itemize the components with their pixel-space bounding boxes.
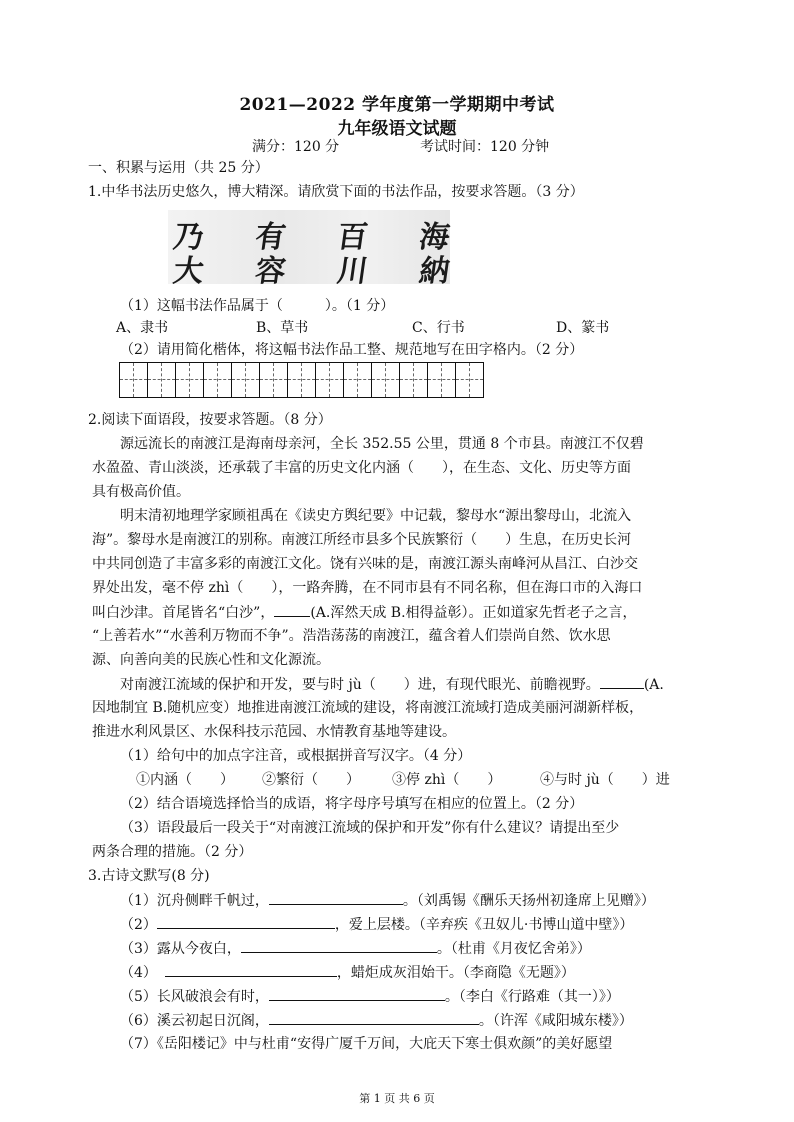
poem-blank[interactable] xyxy=(165,962,337,977)
q2-p2-line xyxy=(92,602,637,623)
q2-p1-line: 水盈盈、青山淡淡，还承载了丰富的历史文化内涵（ ），在生态、文化、历史等方面 xyxy=(92,460,631,476)
poem-source: 。（许浑《咸阳城东楼》） xyxy=(478,1013,633,1029)
grid-cell[interactable] xyxy=(203,362,232,398)
grid-cell[interactable] xyxy=(343,362,372,398)
q2-p2-line: 明末清初地理学家顾祖禹在《读史方舆纪要》中记载，黎母水“源出黎母山，北流入 xyxy=(120,508,632,524)
q2-p2-line: 海”。黎母水是南渡江的别称。南渡江所经市县多个民族繁衍（ ）生息，在历史长河 xyxy=(92,532,632,548)
q2-p2-text: 叫白沙津。首尾皆名“白沙”， xyxy=(92,605,275,621)
poem-blank[interactable] xyxy=(269,1010,479,1025)
exam-subtitle: 九年级语文试题 xyxy=(337,119,457,139)
q2-p2-line: 界处出发，毫不停 zhì（ ），一路奔腾，在不同市县有不同名称，但在海口市的入海口 xyxy=(92,580,643,596)
poem-source: ，蜡炬成灰泪始干。（李商隐《无题》） xyxy=(336,965,575,981)
calli-char: 納 xyxy=(417,254,452,289)
poem-text: （4） xyxy=(120,965,157,981)
q2-p3-line: 因地制宜 B.随机应变）地推进南渡江流域的建设，将南渡江流域打造成美丽河湖新样板， xyxy=(92,700,644,716)
calli-char: 容 xyxy=(253,254,288,289)
calli-char: 川 xyxy=(335,254,370,289)
pinyin-item: ④与时 jù（ ）进 xyxy=(540,772,670,788)
calli-char: 大 xyxy=(171,254,206,289)
pinyin-item: ②繁衍（ ） xyxy=(262,772,360,788)
option-c: C、行书 xyxy=(412,320,465,336)
q1-sub1: （1）这幅书法作品属于（ ）。（1 分） xyxy=(120,298,395,314)
poem-blank[interactable] xyxy=(241,938,437,953)
option-a: A、隶书 xyxy=(116,320,169,336)
grid-cell[interactable] xyxy=(371,362,400,398)
grid-cell[interactable] xyxy=(315,362,344,398)
grid-cell[interactable] xyxy=(399,362,428,398)
idiom-blank-2[interactable] xyxy=(600,674,644,689)
q2-p2-line: “上善若水”“水善利万物而不争”。浩浩荡荡的南渡江，蕴含着人们崇尚自然、饮水思 xyxy=(92,628,611,644)
poem-text: （1）沉舟侧畔千帆过， xyxy=(120,893,269,909)
poem-text: （6）溪云初起日沉阁， xyxy=(120,1013,269,1029)
grid-cell[interactable] xyxy=(287,362,316,398)
poem-line xyxy=(120,890,655,911)
calligraphy-image xyxy=(168,210,452,289)
grid-cell[interactable] xyxy=(119,362,148,398)
poem-source: 。（杜甫《月夜忆舍弟》） xyxy=(436,941,591,957)
q3-stem: 3.古诗文默写(8 分) xyxy=(88,868,210,884)
poem-source: ，爱上层楼。（辛弃疾《丑奴儿·书博山道中壁》） xyxy=(334,917,634,933)
q2-sub3: 两条合理的措施。（2 分） xyxy=(92,844,253,860)
grid-cell[interactable] xyxy=(147,362,176,398)
q1-sub2: （2）请用简化楷体，将这幅书法作品工整、规范地写在田字格内。（2 分） xyxy=(120,342,584,358)
q2-p1-line: 具有极高价值。 xyxy=(92,484,190,500)
poem-line xyxy=(120,914,633,935)
poem-text: （2） xyxy=(120,917,157,933)
q2-p3-line xyxy=(120,674,664,695)
poem-line xyxy=(120,962,575,983)
calli-char: 海 xyxy=(417,220,452,255)
option-b: B、草书 xyxy=(256,320,309,336)
page-footer: 第 1 页 共 6 页 xyxy=(359,1092,435,1105)
poem-line xyxy=(120,1010,633,1031)
q2-sub1: （1）给句中的加点字注音，或根据拼音写汉字。（4 分） xyxy=(120,748,472,764)
grid-cell[interactable] xyxy=(455,362,484,398)
poem-text: （3）露从今夜白， xyxy=(120,941,241,957)
grid-cell[interactable] xyxy=(259,362,288,398)
q2-p2-text: (A.浑然天成 B.相得益彰）。正如道家先哲老子之言， xyxy=(310,605,637,621)
idiom-blank-1[interactable] xyxy=(274,602,310,617)
poem-line xyxy=(120,986,620,1007)
q2-p1-line: 源远流长的南渡江是海南母亲河，全长 352.55 公里，贯通 8 个市县。南渡江不仅碧 xyxy=(120,436,644,452)
grid-cell[interactable] xyxy=(427,362,456,398)
tianzige-grid[interactable] xyxy=(120,362,484,398)
calli-char: 百 xyxy=(335,220,370,255)
pinyin-item: ①内涵（ ） xyxy=(136,772,234,788)
poem-blank[interactable] xyxy=(157,914,335,929)
q2-p3-text: (A. xyxy=(643,677,664,693)
grid-cell[interactable] xyxy=(231,362,260,398)
calli-char: 有 xyxy=(253,220,288,255)
q1-stem: 1.中华书法历史悠久，博大精深。请欣赏下面的书法作品，按要求答题。（3 分） xyxy=(88,184,584,200)
q2-stem: 2.阅读下面语段，按要求答题。（8 分） xyxy=(88,412,332,428)
q2-p3-line: 推进水利风景区、水保科技示范园、水情教育基地等建设。 xyxy=(92,724,456,740)
exam-time: 考试时间：120 分钟 xyxy=(420,139,550,155)
poem-blank[interactable] xyxy=(269,986,445,1001)
poem-text: （5）长风破浪会有时， xyxy=(120,989,269,1005)
poem-source: 。（刘禹锡《酬乐天扬州初逢席上见赠》） xyxy=(402,893,655,909)
full-marks: 满分：120 分 xyxy=(252,139,340,155)
option-d: D、篆书 xyxy=(556,320,610,336)
q2-sub3: （3）语段最后一段关于“对南渡江流域的保护和开发”你有什么建议？请提出至少 xyxy=(120,820,620,836)
poem-line xyxy=(120,938,591,959)
exam-title: 2021—2022 学年度第一学期期中考试 xyxy=(239,95,555,115)
q2-p2-line: 源、向善向美的民族心性和文化源流。 xyxy=(92,652,330,668)
grid-cell[interactable] xyxy=(175,362,204,398)
poem-blank[interactable] xyxy=(269,890,403,905)
q2-p2-line: 中共同创造了丰富多彩的南渡江文化。饶有兴味的是，南渡江源头南峰河从昌江、白沙交 xyxy=(92,556,638,572)
section-heading: 一、积累与运用（共 25 分） xyxy=(88,160,269,176)
poem-source: 。（李白《行路难（其一）》） xyxy=(444,989,620,1005)
poem-line: （7）《岳阳楼记》中与杜甫“安得广厦千万间，大庇天下寒士俱欢颜”的美好愿望 xyxy=(120,1036,613,1052)
q2-sub2: （2）结合语境选择恰当的成语，将字母序号填写在相应的位置上。（2 分） xyxy=(120,796,584,812)
calli-char: 乃 xyxy=(171,220,206,255)
pinyin-item: ③停 zhì（ ） xyxy=(392,772,502,788)
q2-p3-text: 对南渡江流域的保护和开发，要与时 jù（ ）进，有现代眼光、前瞻视野。 xyxy=(120,677,600,693)
